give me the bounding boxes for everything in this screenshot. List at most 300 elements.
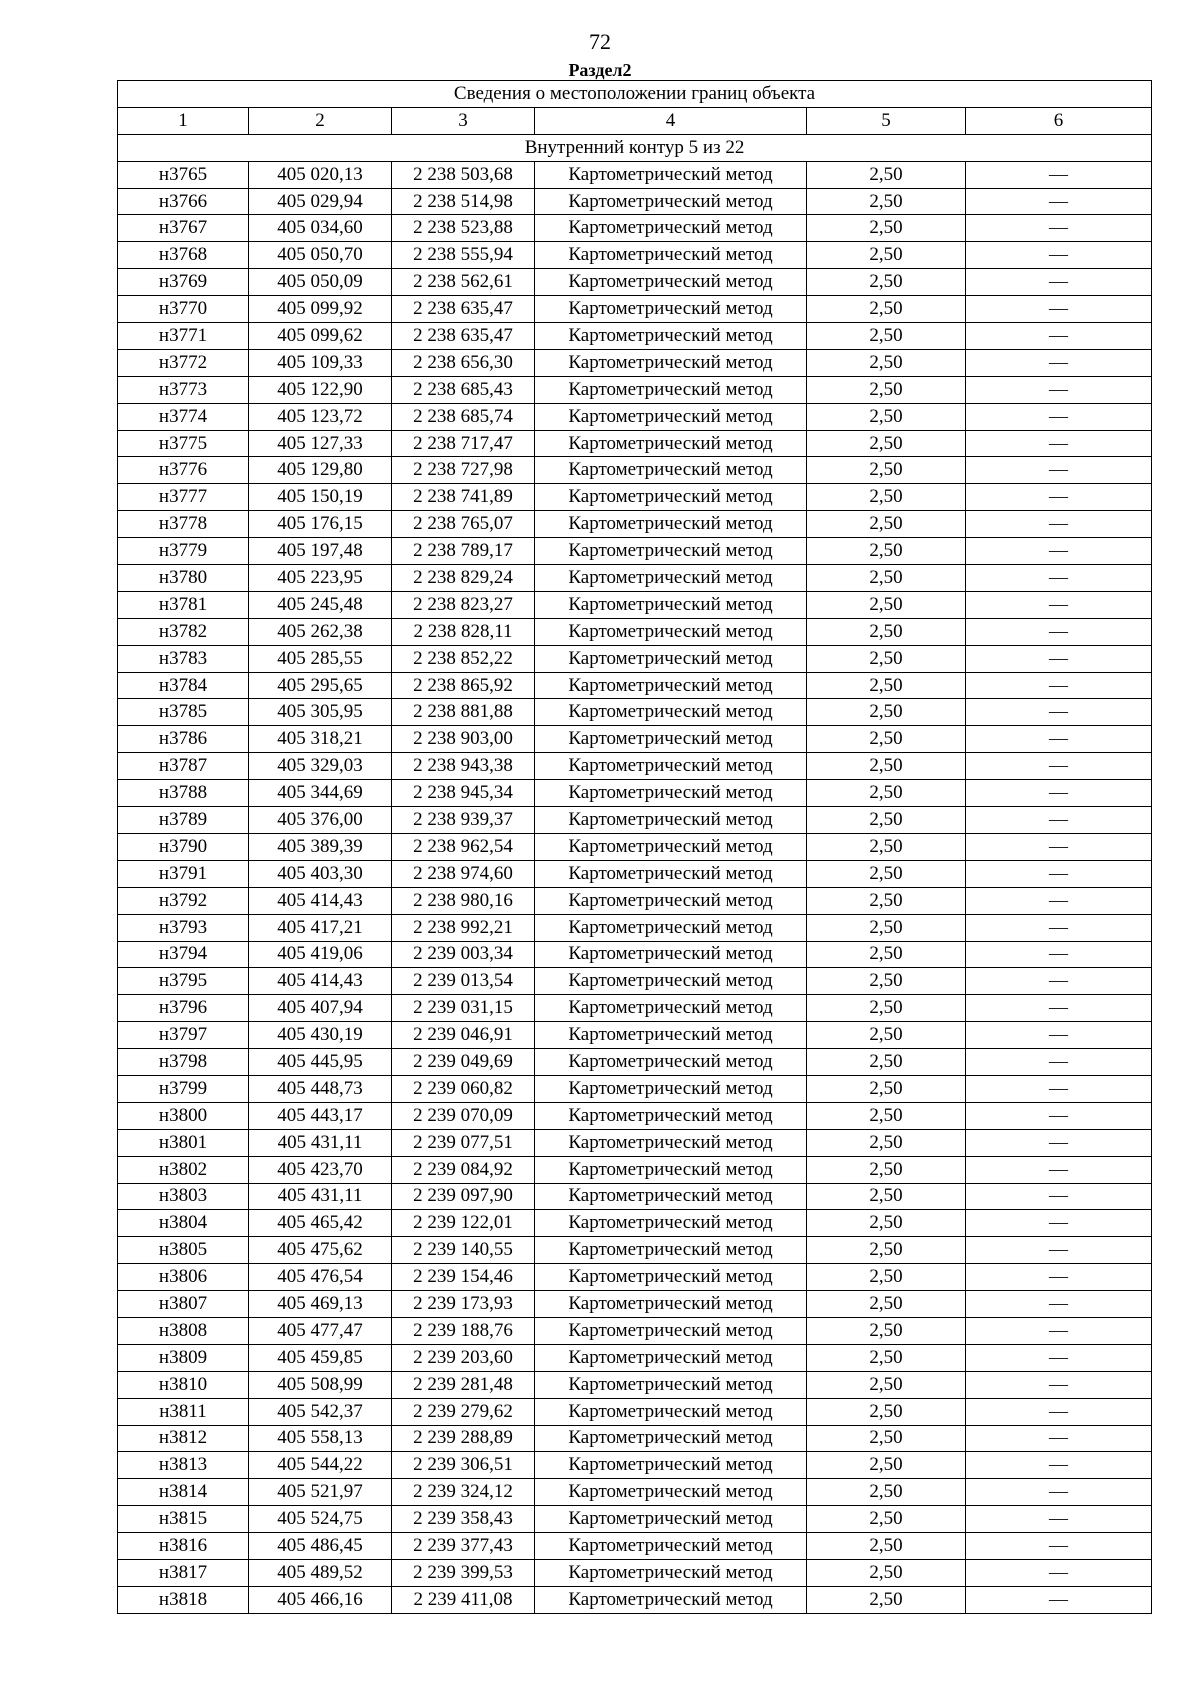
column-header: 1 [118, 107, 249, 134]
method-cell: Картометрический метод [535, 511, 807, 538]
table-row [118, 403, 1152, 430]
x-coordinate-cell: 405 389,39 [249, 833, 392, 860]
accuracy-cell: 2,50 [807, 1586, 966, 1613]
column-header: 6 [966, 107, 1152, 134]
y-coordinate-cell: 2 239 046,91 [392, 1022, 535, 1049]
description-cell: — [966, 323, 1152, 350]
x-coordinate-cell: 405 542,37 [249, 1398, 392, 1425]
point-id-cell: н3766 [118, 188, 249, 215]
x-coordinate-cell: 405 197,48 [249, 538, 392, 565]
method-cell: Картометрический метод [535, 1129, 807, 1156]
x-coordinate-cell: 405 127,33 [249, 430, 392, 457]
description-cell: — [966, 1075, 1152, 1102]
x-coordinate-cell: 405 417,21 [249, 914, 392, 941]
table-row [118, 968, 1152, 995]
y-coordinate-cell: 2 238 717,47 [392, 430, 535, 457]
table-row [118, 1291, 1152, 1318]
description-cell: — [966, 349, 1152, 376]
accuracy-cell: 2,50 [807, 807, 966, 834]
point-id-cell: н3779 [118, 538, 249, 565]
description-cell: — [966, 753, 1152, 780]
accuracy-cell: 2,50 [807, 1344, 966, 1371]
accuracy-cell: 2,50 [807, 672, 966, 699]
contour-row [118, 134, 1152, 161]
table-row [118, 1129, 1152, 1156]
x-coordinate-cell: 405 430,19 [249, 1022, 392, 1049]
method-cell: Картометрический метод [535, 672, 807, 699]
contour-label: Внутренний контур 5 из 22 [118, 134, 1152, 161]
description-cell: — [966, 1210, 1152, 1237]
description-cell: — [966, 699, 1152, 726]
accuracy-cell: 2,50 [807, 1129, 966, 1156]
table-row [118, 941, 1152, 968]
method-cell: Картометрический метод [535, 995, 807, 1022]
accuracy-cell: 2,50 [807, 1317, 966, 1344]
method-cell: Картометрический метод [535, 1479, 807, 1506]
method-cell: Картометрический метод [535, 1022, 807, 1049]
point-id-cell: н3790 [118, 833, 249, 860]
y-coordinate-cell: 2 238 939,37 [392, 807, 535, 834]
point-id-cell: н3771 [118, 323, 249, 350]
point-id-cell: н3776 [118, 457, 249, 484]
description-cell: — [966, 1022, 1152, 1049]
y-coordinate-cell: 2 238 829,24 [392, 565, 535, 592]
description-cell: — [966, 1344, 1152, 1371]
accuracy-cell: 2,50 [807, 430, 966, 457]
method-cell: Картометрический метод [535, 457, 807, 484]
description-cell: — [966, 511, 1152, 538]
point-id-cell: н3780 [118, 565, 249, 592]
point-id-cell: н3788 [118, 780, 249, 807]
method-cell: Картометрический метод [535, 349, 807, 376]
method-cell: Картометрический метод [535, 1425, 807, 1452]
accuracy-cell: 2,50 [807, 1049, 966, 1076]
table-row [118, 1210, 1152, 1237]
accuracy-cell: 2,50 [807, 242, 966, 269]
y-coordinate-cell: 2 238 865,92 [392, 672, 535, 699]
x-coordinate-cell: 405 508,99 [249, 1371, 392, 1398]
x-coordinate-cell: 405 448,73 [249, 1075, 392, 1102]
method-cell: Картометрический метод [535, 807, 807, 834]
y-coordinate-cell: 2 238 635,47 [392, 296, 535, 323]
method-cell: Картометрический метод [535, 269, 807, 296]
table-row [118, 807, 1152, 834]
method-cell: Картометрический метод [535, 968, 807, 995]
table-row [118, 565, 1152, 592]
point-id-cell: н3793 [118, 914, 249, 941]
y-coordinate-cell: 2 238 503,68 [392, 161, 535, 188]
method-cell: Картометрический метод [535, 1506, 807, 1533]
x-coordinate-cell: 405 466,16 [249, 1586, 392, 1613]
point-id-cell: н3798 [118, 1049, 249, 1076]
accuracy-cell: 2,50 [807, 1371, 966, 1398]
method-cell: Картометрический метод [535, 323, 807, 350]
y-coordinate-cell: 2 238 992,21 [392, 914, 535, 941]
page-number: 72 [589, 29, 611, 54]
y-coordinate-cell: 2 238 555,94 [392, 242, 535, 269]
x-coordinate-cell: 405 223,95 [249, 565, 392, 592]
x-coordinate-cell: 405 423,70 [249, 1156, 392, 1183]
table-row [118, 914, 1152, 941]
x-coordinate-cell: 405 445,95 [249, 1049, 392, 1076]
description-cell: — [966, 161, 1152, 188]
x-coordinate-cell: 405 262,38 [249, 618, 392, 645]
point-id-cell: н3800 [118, 1102, 249, 1129]
description-cell: — [966, 457, 1152, 484]
method-cell: Картометрический метод [535, 753, 807, 780]
accuracy-cell: 2,50 [807, 1506, 966, 1533]
accuracy-cell: 2,50 [807, 1022, 966, 1049]
method-cell: Картометрический метод [535, 1586, 807, 1613]
point-id-cell: н3770 [118, 296, 249, 323]
y-coordinate-cell: 2 239 003,34 [392, 941, 535, 968]
accuracy-cell: 2,50 [807, 188, 966, 215]
x-coordinate-cell: 405 029,94 [249, 188, 392, 215]
boundary-table [117, 80, 1152, 1614]
method-cell: Картометрический метод [535, 1344, 807, 1371]
y-coordinate-cell: 2 238 962,54 [392, 833, 535, 860]
x-coordinate-cell: 405 407,94 [249, 995, 392, 1022]
table-row [118, 1344, 1152, 1371]
point-id-cell: н3785 [118, 699, 249, 726]
table-title: Сведения о местоположении границ объекта [118, 81, 1152, 108]
point-id-cell: н3772 [118, 349, 249, 376]
x-coordinate-cell: 405 305,95 [249, 699, 392, 726]
point-id-cell: н3801 [118, 1129, 249, 1156]
table-row [118, 1371, 1152, 1398]
accuracy-cell: 2,50 [807, 349, 966, 376]
y-coordinate-cell: 2 238 903,00 [392, 726, 535, 753]
table-row [118, 349, 1152, 376]
table-row [118, 1559, 1152, 1586]
table-row [118, 1156, 1152, 1183]
table-row [118, 672, 1152, 699]
method-cell: Картометрический метод [535, 1049, 807, 1076]
description-cell: — [966, 833, 1152, 860]
table-row [118, 1237, 1152, 1264]
point-id-cell: н3782 [118, 618, 249, 645]
accuracy-cell: 2,50 [807, 1291, 966, 1318]
y-coordinate-cell: 2 239 049,69 [392, 1049, 535, 1076]
table-row [118, 780, 1152, 807]
method-cell: Картометрический метод [535, 1452, 807, 1479]
x-coordinate-cell: 405 489,52 [249, 1559, 392, 1586]
x-coordinate-cell: 405 475,62 [249, 1237, 392, 1264]
description-cell: — [966, 1102, 1152, 1129]
table-row [118, 188, 1152, 215]
y-coordinate-cell: 2 239 203,60 [392, 1344, 535, 1371]
accuracy-cell: 2,50 [807, 1156, 966, 1183]
x-coordinate-cell: 405 245,48 [249, 591, 392, 618]
accuracy-cell: 2,50 [807, 269, 966, 296]
accuracy-cell: 2,50 [807, 1452, 966, 1479]
table-row [118, 215, 1152, 242]
method-cell: Картометрический метод [535, 1291, 807, 1318]
description-cell: — [966, 376, 1152, 403]
accuracy-cell: 2,50 [807, 1075, 966, 1102]
table-row [118, 699, 1152, 726]
column-header: 3 [392, 107, 535, 134]
y-coordinate-cell: 2 239 084,92 [392, 1156, 535, 1183]
y-coordinate-cell: 2 238 828,11 [392, 618, 535, 645]
y-coordinate-cell: 2 238 523,88 [392, 215, 535, 242]
y-coordinate-cell: 2 239 288,89 [392, 1425, 535, 1452]
accuracy-cell: 2,50 [807, 860, 966, 887]
table-row [118, 1586, 1152, 1613]
method-cell: Картометрический метод [535, 188, 807, 215]
accuracy-cell: 2,50 [807, 1425, 966, 1452]
point-id-cell: н3787 [118, 753, 249, 780]
x-coordinate-cell: 405 050,70 [249, 242, 392, 269]
accuracy-cell: 2,50 [807, 1533, 966, 1560]
description-cell: — [966, 484, 1152, 511]
accuracy-cell: 2,50 [807, 161, 966, 188]
x-coordinate-cell: 405 465,42 [249, 1210, 392, 1237]
accuracy-cell: 2,50 [807, 296, 966, 323]
y-coordinate-cell: 2 239 140,55 [392, 1237, 535, 1264]
y-coordinate-cell: 2 239 122,01 [392, 1210, 535, 1237]
point-id-cell: н3789 [118, 807, 249, 834]
method-cell: Картометрический метод [535, 1533, 807, 1560]
table-row [118, 1183, 1152, 1210]
accuracy-cell: 2,50 [807, 511, 966, 538]
table-row [118, 376, 1152, 403]
description-cell: — [966, 1398, 1152, 1425]
method-cell: Картометрический метод [535, 215, 807, 242]
point-id-cell: н3817 [118, 1559, 249, 1586]
point-id-cell: н3792 [118, 887, 249, 914]
x-coordinate-cell: 405 285,55 [249, 645, 392, 672]
x-coordinate-cell: 405 034,60 [249, 215, 392, 242]
point-id-cell: н3814 [118, 1479, 249, 1506]
method-cell: Картометрический метод [535, 914, 807, 941]
y-coordinate-cell: 2 238 685,43 [392, 376, 535, 403]
y-coordinate-cell: 2 239 306,51 [392, 1452, 535, 1479]
point-id-cell: н3769 [118, 269, 249, 296]
x-coordinate-cell: 405 544,22 [249, 1452, 392, 1479]
description-cell: — [966, 618, 1152, 645]
y-coordinate-cell: 2 238 727,98 [392, 457, 535, 484]
method-cell: Картометрический метод [535, 1102, 807, 1129]
point-id-cell: н3794 [118, 941, 249, 968]
x-coordinate-cell: 405 318,21 [249, 726, 392, 753]
table-title-row [118, 81, 1152, 108]
description-cell: — [966, 1129, 1152, 1156]
x-coordinate-cell: 405 431,11 [249, 1183, 392, 1210]
x-coordinate-cell: 405 414,43 [249, 887, 392, 914]
x-coordinate-cell: 405 431,11 [249, 1129, 392, 1156]
y-coordinate-cell: 2 239 013,54 [392, 968, 535, 995]
accuracy-cell: 2,50 [807, 968, 966, 995]
accuracy-cell: 2,50 [807, 833, 966, 860]
description-cell: — [966, 591, 1152, 618]
table-row [118, 1264, 1152, 1291]
table-row [118, 645, 1152, 672]
column-number-row [118, 107, 1152, 134]
method-cell: Картометрический метод [535, 591, 807, 618]
y-coordinate-cell: 2 239 358,43 [392, 1506, 535, 1533]
point-id-cell: н3781 [118, 591, 249, 618]
method-cell: Картометрический метод [535, 538, 807, 565]
table-row [118, 511, 1152, 538]
table-row [118, 995, 1152, 1022]
accuracy-cell: 2,50 [807, 780, 966, 807]
x-coordinate-cell: 405 176,15 [249, 511, 392, 538]
table-row [118, 833, 1152, 860]
point-id-cell: н3799 [118, 1075, 249, 1102]
y-coordinate-cell: 2 239 411,08 [392, 1586, 535, 1613]
x-coordinate-cell: 405 524,75 [249, 1506, 392, 1533]
table-row [118, 296, 1152, 323]
method-cell: Картометрический метод [535, 484, 807, 511]
x-coordinate-cell: 405 443,17 [249, 1102, 392, 1129]
point-id-cell: н3809 [118, 1344, 249, 1371]
accuracy-cell: 2,50 [807, 403, 966, 430]
description-cell: — [966, 538, 1152, 565]
y-coordinate-cell: 2 239 281,48 [392, 1371, 535, 1398]
point-id-cell: н3818 [118, 1586, 249, 1613]
description-cell: — [966, 672, 1152, 699]
method-cell: Картометрический метод [535, 1264, 807, 1291]
accuracy-cell: 2,50 [807, 1183, 966, 1210]
description-cell: — [966, 807, 1152, 834]
x-coordinate-cell: 405 521,97 [249, 1479, 392, 1506]
x-coordinate-cell: 405 376,00 [249, 807, 392, 834]
table-row [118, 1533, 1152, 1560]
method-cell: Картометрический метод [535, 780, 807, 807]
point-id-cell: н3797 [118, 1022, 249, 1049]
y-coordinate-cell: 2 239 377,43 [392, 1533, 535, 1560]
point-id-cell: н3810 [118, 1371, 249, 1398]
accuracy-cell: 2,50 [807, 376, 966, 403]
table-row [118, 457, 1152, 484]
method-cell: Картометрический метод [535, 887, 807, 914]
table-row [118, 1506, 1152, 1533]
point-id-cell: н3784 [118, 672, 249, 699]
point-id-cell: н3786 [118, 726, 249, 753]
point-id-cell: н3813 [118, 1452, 249, 1479]
description-cell: — [966, 1425, 1152, 1452]
method-cell: Картометрический метод [535, 1075, 807, 1102]
description-cell: — [966, 995, 1152, 1022]
table-row [118, 887, 1152, 914]
method-cell: Картометрический метод [535, 1559, 807, 1586]
y-coordinate-cell: 2 238 789,17 [392, 538, 535, 565]
description-cell: — [966, 269, 1152, 296]
description-cell: — [966, 1317, 1152, 1344]
accuracy-cell: 2,50 [807, 753, 966, 780]
y-coordinate-cell: 2 238 635,47 [392, 323, 535, 350]
table-row [118, 860, 1152, 887]
method-cell: Картометрический метод [535, 618, 807, 645]
x-coordinate-cell: 405 122,90 [249, 376, 392, 403]
x-coordinate-cell: 405 476,54 [249, 1264, 392, 1291]
table-row [118, 1452, 1152, 1479]
accuracy-cell: 2,50 [807, 215, 966, 242]
point-id-cell: н3768 [118, 242, 249, 269]
accuracy-cell: 2,50 [807, 484, 966, 511]
x-coordinate-cell: 405 344,69 [249, 780, 392, 807]
y-coordinate-cell: 2 238 974,60 [392, 860, 535, 887]
y-coordinate-cell: 2 239 324,12 [392, 1479, 535, 1506]
table-row [118, 1022, 1152, 1049]
description-cell: — [966, 565, 1152, 592]
method-cell: Картометрический метод [535, 726, 807, 753]
description-cell: — [966, 430, 1152, 457]
description-cell: — [966, 941, 1152, 968]
table-row [118, 242, 1152, 269]
y-coordinate-cell: 2 238 823,27 [392, 591, 535, 618]
method-cell: Картометрический метод [535, 161, 807, 188]
table-row [118, 1425, 1152, 1452]
point-id-cell: н3791 [118, 860, 249, 887]
point-id-cell: н3765 [118, 161, 249, 188]
accuracy-cell: 2,50 [807, 726, 966, 753]
x-coordinate-cell: 405 486,45 [249, 1533, 392, 1560]
point-id-cell: н3808 [118, 1317, 249, 1344]
y-coordinate-cell: 2 238 685,74 [392, 403, 535, 430]
point-id-cell: н3767 [118, 215, 249, 242]
method-cell: Картометрический метод [535, 1156, 807, 1183]
accuracy-cell: 2,50 [807, 1210, 966, 1237]
table-row [118, 323, 1152, 350]
accuracy-cell: 2,50 [807, 1479, 966, 1506]
y-coordinate-cell: 2 239 188,76 [392, 1317, 535, 1344]
point-id-cell: н3774 [118, 403, 249, 430]
y-coordinate-cell: 2 238 943,38 [392, 753, 535, 780]
point-id-cell: н3773 [118, 376, 249, 403]
description-cell: — [966, 188, 1152, 215]
x-coordinate-cell: 405 558,13 [249, 1425, 392, 1452]
accuracy-cell: 2,50 [807, 538, 966, 565]
accuracy-cell: 2,50 [807, 565, 966, 592]
point-id-cell: н3804 [118, 1210, 249, 1237]
x-coordinate-cell: 405 329,03 [249, 753, 392, 780]
table-row [118, 430, 1152, 457]
point-id-cell: н3777 [118, 484, 249, 511]
description-cell: — [966, 860, 1152, 887]
method-cell: Картометрический метод [535, 1183, 807, 1210]
point-id-cell: н3783 [118, 645, 249, 672]
description-cell: — [966, 1049, 1152, 1076]
method-cell: Картометрический метод [535, 1317, 807, 1344]
description-cell: — [966, 1183, 1152, 1210]
description-cell: — [966, 215, 1152, 242]
accuracy-cell: 2,50 [807, 1398, 966, 1425]
x-coordinate-cell: 405 050,09 [249, 269, 392, 296]
y-coordinate-cell: 2 238 765,07 [392, 511, 535, 538]
x-coordinate-cell: 405 109,33 [249, 349, 392, 376]
table-row [118, 1479, 1152, 1506]
x-coordinate-cell: 405 020,13 [249, 161, 392, 188]
y-coordinate-cell: 2 239 279,62 [392, 1398, 535, 1425]
x-coordinate-cell: 405 295,65 [249, 672, 392, 699]
y-coordinate-cell: 2 239 399,53 [392, 1559, 535, 1586]
accuracy-cell: 2,50 [807, 1237, 966, 1264]
description-cell: — [966, 1506, 1152, 1533]
table-row [118, 726, 1152, 753]
column-header: 2 [249, 107, 392, 134]
method-cell: Картометрический метод [535, 645, 807, 672]
x-coordinate-cell: 405 469,13 [249, 1291, 392, 1318]
point-id-cell: н3816 [118, 1533, 249, 1560]
description-cell: — [966, 1264, 1152, 1291]
description-cell: — [966, 1479, 1152, 1506]
y-coordinate-cell: 2 238 514,98 [392, 188, 535, 215]
table-row [118, 538, 1152, 565]
point-id-cell: н3778 [118, 511, 249, 538]
table-row [118, 753, 1152, 780]
